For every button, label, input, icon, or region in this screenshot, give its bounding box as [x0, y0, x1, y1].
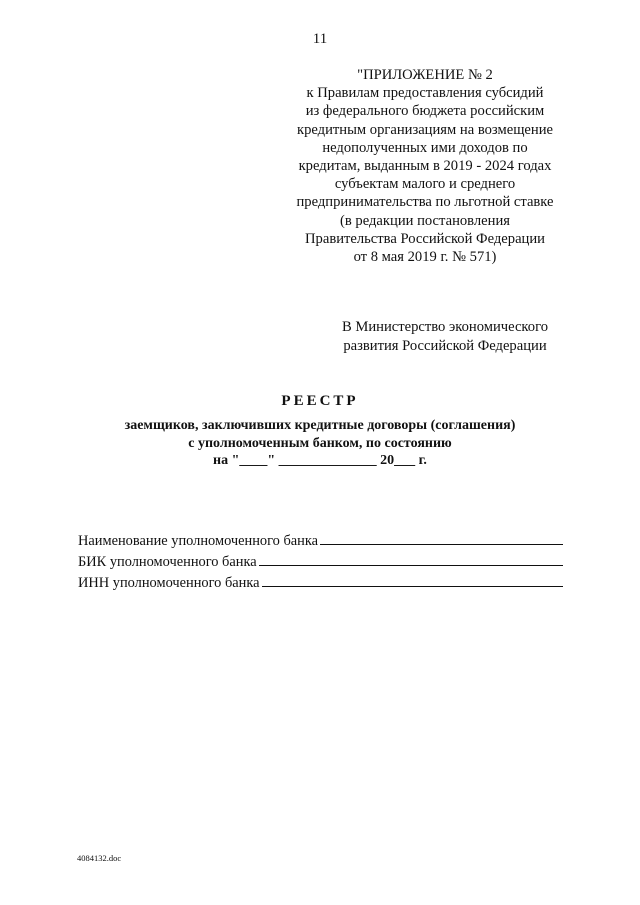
appendix-header	[270, 66, 580, 266]
bank-info-fields	[78, 530, 563, 593]
fill-in-line[interactable]	[262, 572, 563, 587]
appendix-line: кредитам, выданным в 2019 - 2024 годах	[298, 158, 552, 175]
subtitle-line: на "____" ______________ 20___ г.	[213, 453, 427, 468]
appendix-line: "ПРИЛОЖЕНИЕ № 2	[357, 67, 493, 83]
addressee-block	[300, 318, 590, 355]
appendix-line: (в редакции постановления	[340, 212, 510, 229]
appendix-line: к Правилам предоставления субсидий	[306, 85, 544, 102]
appendix-line: субъектам малого и среднего	[334, 176, 516, 193]
file-name-footer: 4084132.doc	[77, 853, 122, 863]
document-title: РЕЕСТР	[281, 393, 359, 409]
fill-in-line[interactable]	[259, 551, 563, 566]
appendix-line: от 8 мая 2019 г. № 571)	[353, 249, 497, 266]
field-label: БИК уполномоченного банка	[78, 554, 257, 570]
page-number: 11	[312, 31, 328, 47]
subtitle-line: заемщиков, заключивших кредитные договоры (соглашения)	[124, 418, 516, 433]
document-subtitle	[0, 417, 640, 470]
appendix-line: Правительства Российской Федерации	[305, 230, 545, 247]
bank-inn-field[interactable]	[78, 572, 563, 593]
field-label: ИНН уполномоченного банка	[78, 575, 260, 591]
bank-name-field[interactable]	[78, 530, 563, 551]
field-label: Наименование уполномоченного банка	[78, 533, 319, 549]
bank-bik-field[interactable]	[78, 551, 563, 572]
fill-in-line[interactable]	[320, 530, 563, 545]
subtitle-line: с уполномоченным банком, по состоянию	[188, 435, 452, 451]
addressee-line: В Министерство экономического	[341, 319, 548, 335]
appendix-line: предпринимательства по льготной ставке	[296, 194, 554, 211]
appendix-line: недополученных ими доходов по	[322, 139, 528, 156]
addressee-line: развития Российской Федерации	[343, 337, 547, 354]
appendix-line: кредитным организациям на возмещение	[296, 121, 554, 138]
appendix-line: из федерального бюджета российским	[305, 103, 545, 120]
